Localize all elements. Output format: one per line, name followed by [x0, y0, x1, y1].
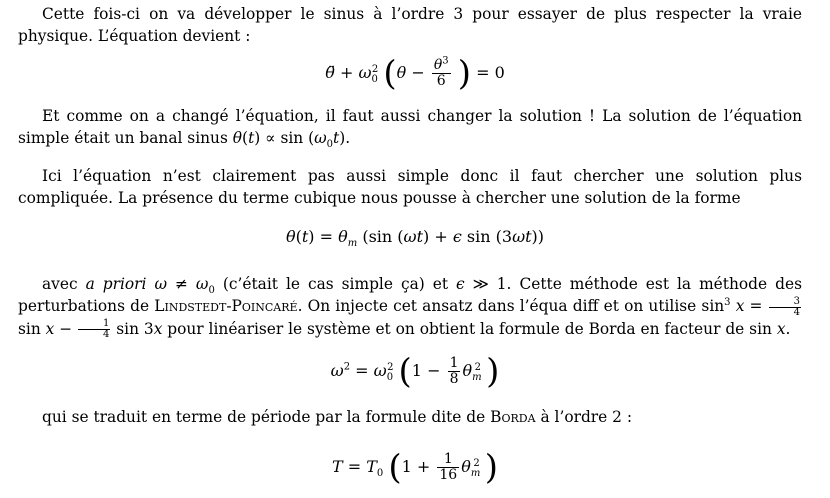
- paragraph-borda-b: à l’ordre 2 :: [540, 408, 633, 426]
- paragraph-solution-math: θ: [232, 129, 243, 147]
- name-lindstedt-poincare: Lindstedt-Poincaré: [154, 297, 298, 315]
- paragraph-perturbation-a: avec: [42, 275, 78, 293]
- fraction-theta-cubed: $\frac{\theta^3}{6}$: [433, 55, 449, 89]
- paragraph-solution: Et comme on a changé l’équation, il faut aussi changer la solution ! La solution de l’équation simple était un banal sinus $\theta(t) \propto \sin (\omega_0t)$.: [18, 107, 802, 151]
- paragraph-cubic-term-text: Ici l’équation n’est clairement pas aussi simple donc il faut chercher une solution plus compliquée. La présence du terme cubique nous pousse à chercher une solution de la forme: [18, 167, 802, 207]
- paragraph-borda: [18, 406, 802, 428]
- paragraph-perturbation-e: pour linéariser le système et on obtient la formule de Borda en facteur de: [167, 319, 745, 338]
- fraction-one-eighth: $\frac{1}{8}$: [449, 355, 459, 387]
- equation-3: $\omega^2 = \omega_0^2$ (1 − $\frac{1}{8}$ $\theta_m^2$ ): [330, 351, 500, 392]
- paragraph-perturbation-d: . On injecte cet ansatz dans l’équa diff et on utilise: [297, 297, 697, 315]
- fraction-one-sixteenth: $\frac{1}{16}$: [439, 451, 458, 483]
- paragraph-perturbation-apriori: a priori: [85, 275, 147, 293]
- paragraph-solution-text: Et comme on a changé l’équation, il faut aussi changer la solution ! La solution de l’équation simple était un banal sinus: [18, 107, 802, 147]
- paragraph-intro-text: Cette fois-ci on va développer le sinus à l’ordre 3 pour essayer de plus respecter la vraie physique. L’équation devient :: [18, 5, 802, 45]
- equation-4: $T = T_0$ (1 + $\frac{1}{16}$ $\theta_m^2$ ): [331, 447, 499, 488]
- paragraph-perturbation-c: Cette méthode est la méthode des perturbations de: [18, 275, 802, 315]
- paragraph-intro: [18, 3, 802, 47]
- paragraph-perturbation: avec a priori $\omega \ne \omega_0$ (c’était le cas simple ça) et ϵ ≫ 1. Cette méthode est la méthode des perturbations de Lindstedt-Poincaré. On injecte cet ansatz dans l’équa diff et on utilise $\sin^3 x$ = $\frac{3}{4}$ sin x − $\frac{1}{4}$ sin 3x pour linéariser le système et on obtient la formule de Borda en facteur de sin x.: [18, 275, 802, 340]
- equation-1: θ̈ + $\omega_0^2$ (θ − $\frac{\theta^3}{6}$ ) = 0: [325, 53, 505, 94]
- paragraph-borda-a: qui se traduit en terme de période par la formule dite de: [42, 408, 486, 426]
- name-borda: Borda: [490, 408, 536, 426]
- paragraph-cubic-term: [18, 165, 802, 209]
- equation-2: $\theta(t) = \theta_m$ (sin (ωt) + ϵ sin (3ωt)): [285, 227, 545, 250]
- paragraph-perturbation-b: (c’était le cas simple ça) et: [222, 275, 449, 293]
